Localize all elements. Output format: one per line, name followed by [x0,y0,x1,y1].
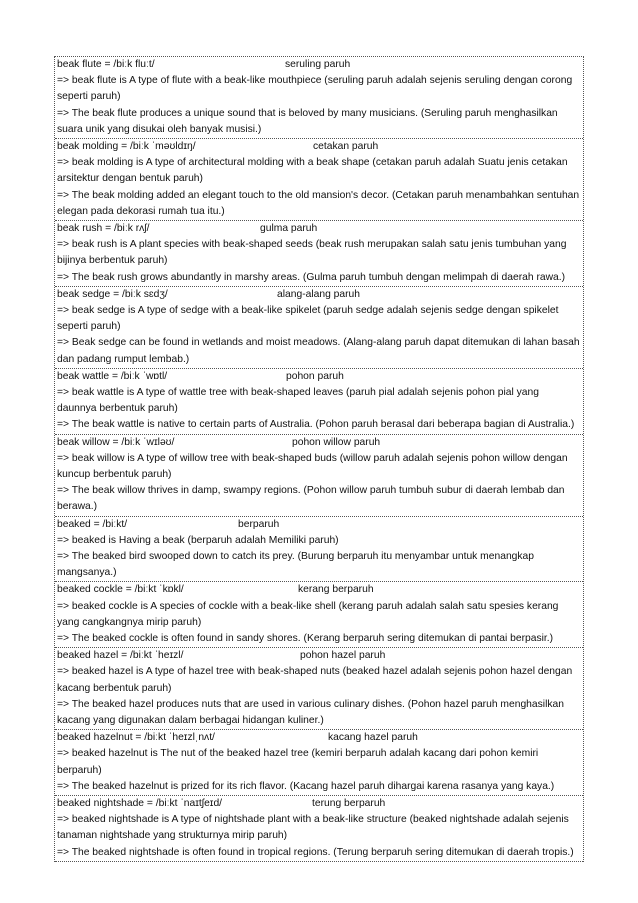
entry-translation: pohon paruh [286,370,344,382]
entry-definition: => beak flute is A type of flute with a beak-like mouthpiece (seruling paruh adalah sejenis seruling dengan corong seperti paruh) [57,75,573,103]
entry-term: beaked cockle = /biːkt ˈkɒkl/ [57,584,184,596]
entry-term: beak flute = /biːk fluːt/ [57,59,155,70]
entry-translation: alang-alang paruh [277,288,361,300]
entry-example: => The beak molding added an elegant touch to the old mansion's decor. (Cetakan paruh menambahkan sentuhan elegan pada dekorasi rumah tua itu.) [57,189,580,217]
entry-example: => The beak wattle is native to certain parts of Australia. (Pohon paruh berasal dari beberapa bagian di Australia.) [57,419,575,431]
entry-translation: kacang hazel paruh [328,732,418,744]
entry-definition: => beak wattle is A type of wattle tree with beak-shaped leaves (paruh pial adalah sejenis pohon pial yang daunnya berbentuk paruh) [57,386,539,415]
entry-example: => The beak willow thrives in damp, swampy regions. (Pohon willow paruh tumbuh subur di daerah lembab dan berawa.) [57,485,565,513]
entry-headline [57,730,581,746]
entry-definition: => beaked is Having a beak (berparuh adalah Memiliki paruh) [57,534,339,546]
glossary-entry [55,648,583,730]
entry-term: beak rush = /biːk rʌʃ/ [57,223,150,234]
entry-headline [57,139,581,155]
glossary-entry [55,57,583,139]
entry-term: beak willow = /biːk ˈwɪləʊ/ [57,436,175,448]
entry-example: => The beaked hazelnut is prized for its rich flavor. (Kacang hazel paruh dihargai karena rasanya yang kaya.) [57,780,555,792]
entry-headline [57,287,581,303]
entry-definition: => beak sedge is A type of sedge with a beak-like spikelet (paruh sedge adalah sejenis sedge dengan spikelet seperti paruh) [57,304,559,333]
entry-term: beaked hazel = /biːkt ˈheɪzl/ [57,650,184,662]
entry-example: => The beaked cockle is often found in sandy shores. (Kerang berparuh sering ditemukan di pantai berpasir.) [57,632,554,644]
entry-headline [57,221,581,237]
entry-example: => The beaked nightshade is often found in tropical regions. (Terung berparuh sering ditemukan di daerah tropis.) [57,846,574,858]
entry-translation: gulma paruh [260,223,318,234]
entry-headline [57,435,581,451]
entry-headline [57,796,581,812]
entry-example: => The beaked hazel produces nuts that are used in various culinary dishes. (Pohon hazel paruh menghasilkan kacang yang digunakan dalam berbagai hidangan kuliner.) [57,698,564,726]
entry-definition: => beak rush is A plant species with beak-shaped seeds (beak rush merupakan salah satu jenis tumbuhan yang bijinya berbentuk paruh) [57,239,567,267]
entry-translation: kerang berparuh [298,584,374,596]
entry-term: beaked = /biːkt/ [57,518,128,530]
entry-definition: => beak molding is A type of architectural molding with a beak shape (cetakan paruh adalah Suatu jenis cetakan arsitektur dengan bentuk paruh) [57,157,568,185]
entry-term: beak molding = /biːk ˈməʊldɪŋ/ [57,141,196,152]
entry-definition: => beaked cockle is A species of cockle with a beak-like shell (kerang paruh adalah salah satu spesies kerang yang cangkangnya mirip paruh) [57,600,559,628]
entry-definition: => beaked hazelnut is The nut of the beaked hazel tree (kemiri berparuh adalah kacang dari pohon kemiri berparuh) [57,748,539,776]
glossary-entry [55,582,583,648]
entry-definition: => beaked nightshade is A type of nightshade plant with a beak-like structure (beaked nightshade adalah sejenis tanaman nightshade yang strukturnya mirip paruh) [57,814,569,842]
glossary-entry [55,796,583,862]
glossary-entry [55,517,583,583]
entry-definition: => beaked hazel is A type of hazel tree with beak-shaped nuts (beaked hazel adalah sejenis pohon hazel dengan kacang berbentuk paruh) [57,666,573,694]
entry-example: => Beak sedge can be found in wetlands and moist meadows. (Alang-alang paruh dapat ditemukan di lahan basah dan padang rumput lembab.) [57,337,580,365]
entry-headline [57,517,581,533]
glossary-entry [55,369,583,435]
entry-headline [57,582,581,598]
entry-term: beaked hazelnut = /biːkt ˈheɪzlˌnʌt/ [57,732,215,744]
entry-translation: pohon willow paruh [292,436,381,448]
entry-example: => The beak flute produces a unique sound that is beloved by many musicians. (Seruling paruh menghasilkan suara unik yang disukai oleh banyak musisi.) [57,107,558,135]
entry-translation: seruling paruh [285,59,351,70]
entry-headline [57,369,581,385]
entry-translation: berparuh [238,518,280,530]
entry-term: beak sedge = /biːk sɛdʒ/ [57,288,168,300]
glossary-entry [55,730,583,796]
entry-translation: terung berparuh [312,797,386,809]
glossary-entry [55,435,583,517]
entry-translation: pohon hazel paruh [300,650,386,662]
entry-example: => The beaked bird swooped down to catch its prey. (Burung berparuh itu menyambar untuk menangkap mangsanya.) [57,550,534,579]
entry-headline [57,648,581,664]
entry-example: => The beak rush grows abundantly in marshy areas. (Gulma paruh tumbuh dengan melimpah di daerah rawa.) [57,271,566,283]
entry-term: beak wattle = /biːk ˈwɒtl/ [57,370,168,382]
glossary-entries [54,56,584,862]
entry-term: beaked nightshade = /biːkt ˈnaɪtʃeɪd/ [57,797,223,809]
entry-translation: cetakan paruh [313,141,379,152]
entry-definition: => beak willow is A type of willow tree with beak-shaped buds (willow paruh adalah sejenis pohon willow dengan kuncup berbentuk paruh) [57,452,568,480]
entry-headline [57,57,581,73]
glossary-entry [55,221,583,287]
glossary-entry [55,139,583,221]
glossary-entry [55,287,583,369]
